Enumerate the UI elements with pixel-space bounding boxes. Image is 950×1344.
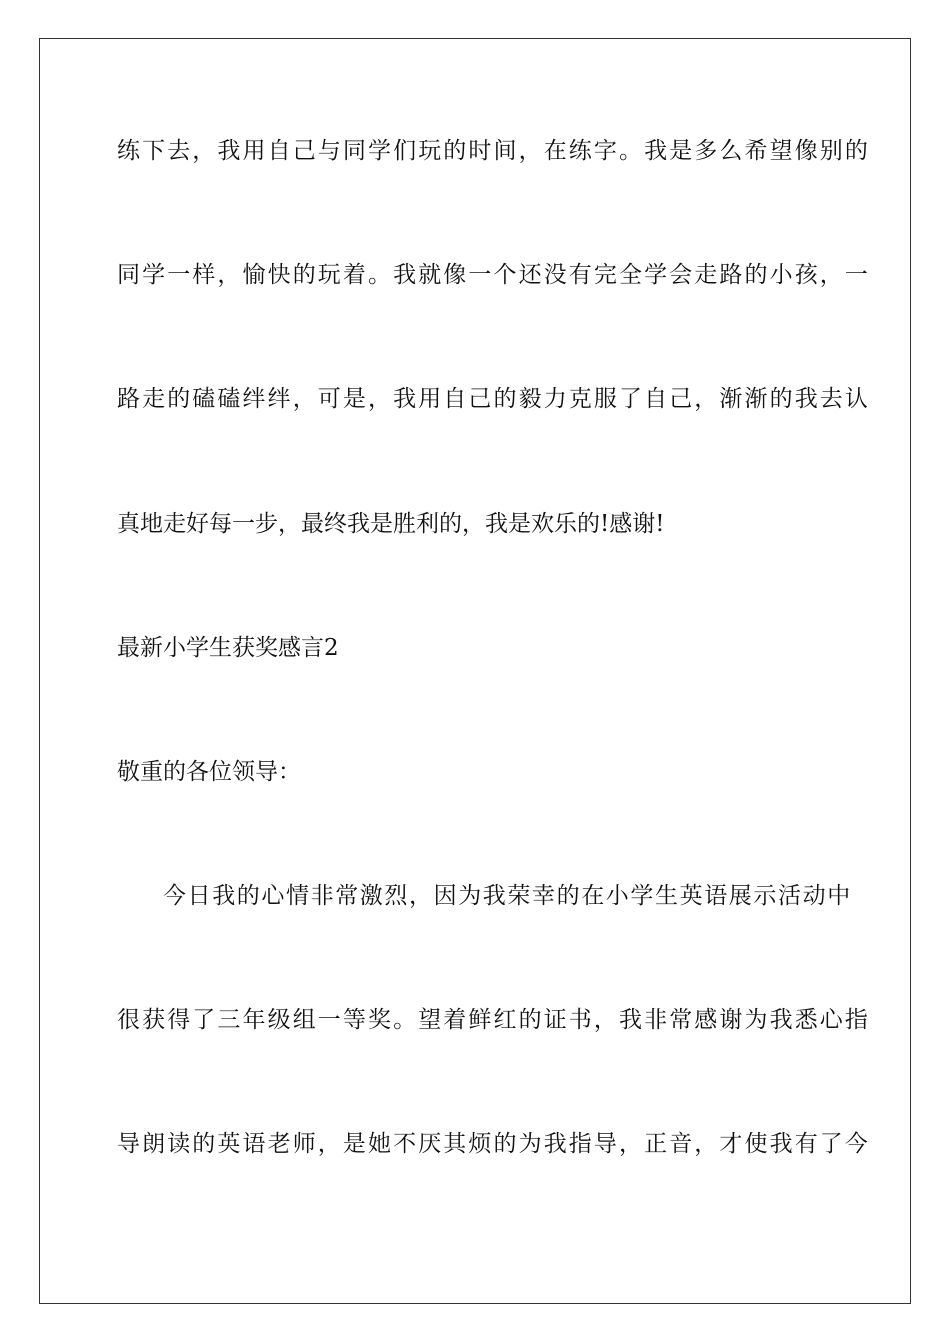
section-title: 最新小学生获奖感言2	[117, 635, 339, 661]
paragraph-line: 路走的磕磕绊绊，可是，我用自己的毅力克服了自己，渐渐的我去认	[117, 386, 870, 412]
page-border	[39, 38, 911, 1304]
paragraph-line: 导朗读的英语老师，是她不厌其烦的为我指导，正音，才使我有了今	[117, 1131, 870, 1157]
paragraph-line: 同学一样，愉快的玩着。我就像一个还没有完全学会走路的小孩，一	[117, 262, 870, 288]
paragraph-line: 今日我的心情非常激烈，因为我荣幸的在小学生英语展示活动中	[163, 883, 852, 909]
paragraph-line: 真地走好每一步，最终我是胜利的，我是欢乐的!感谢!	[117, 511, 665, 537]
paragraph-line: 很获得了三年级组一等奖。望着鲜红的证书，我非常感谢为我悉心指	[117, 1007, 870, 1033]
salutation: 敬重的各位领导：	[117, 759, 301, 785]
paragraph-line: 练下去，我用自己与同学们玩的时间，在练字。我是多么希望像别的	[117, 138, 870, 164]
